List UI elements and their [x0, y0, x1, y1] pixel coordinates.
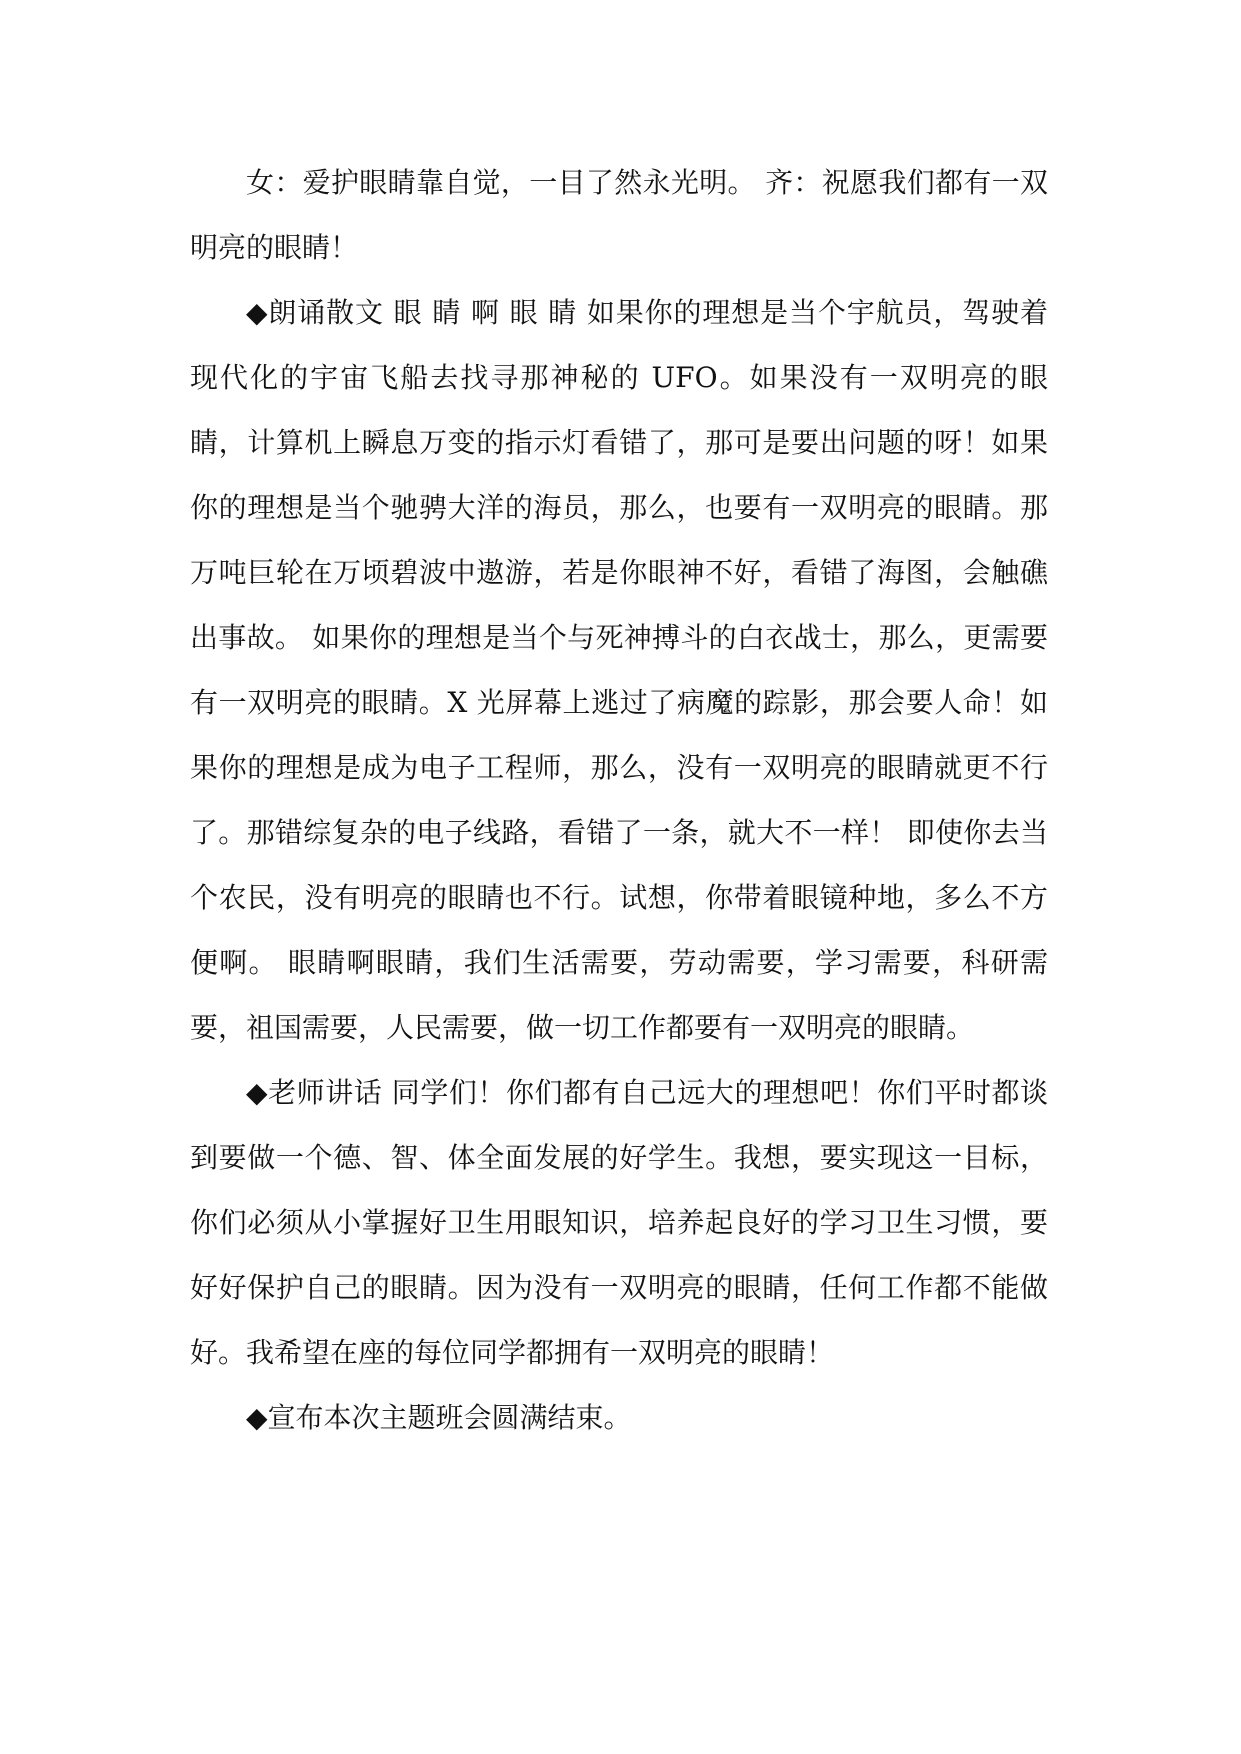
- paragraph-closing-lines: 女：爱护眼睛靠自觉，一目了然永光明。 齐：祝愿我们都有一双明亮的眼睛！: [190, 166, 1048, 264]
- paragraph-conclusion: ◆宣布本次主题班会圆满结束。: [246, 1401, 632, 1434]
- paragraph-teacher-speech: ◆老师讲话 同学们！你们都有自己远大的理想吧！你们平时都谈到要做一个德、智、体全面发展的好学生。我想，要实现这一目标，你们必须从小掌握好卫生用眼知识，培养起良好的学习卫生习惯，要好好保护自己的眼睛。因为没有一双明亮的眼睛，任何工作都不能做好。我希望在座的每位同学都拥有一双明亮的眼睛！: [190, 1076, 1048, 1369]
- document-body: [190, 150, 1048, 1450]
- paragraph-recitation: ◆朗诵散文 眼 睛 啊 眼 睛 如果你的理想是当个宇航员，驾驶着现代化的宇宙飞船去找寻那神秘的 UFO。如果没有一双明亮的眼睛，计算机上瞬息万变的指示灯看错了，那可是要出问题的呀！如果你的理想是当个驰骋大洋的海员，那么，也要有一双明亮的眼睛。那万吨巨轮在万顷碧波中遨游，若是你眼神不好，看错了海图，会触礁出事故。 如果你的理想是当个与死神搏斗的白衣战士，那么，更需要有一双明亮的眼睛。X 光屏幕上逃过了病魔的踪影，那会要人命！如果你的理想是成为电子工程师，那么，没有一双明亮的眼睛就更不行了。那错综复杂的电子线路，看错了一条，就大不一样！ 即使你去当个农民，没有明亮的眼睛也不行。试想，你带着眼镜种地，多么不方便啊。 眼睛啊眼睛，我们生活需要，劳动需要，学习需要，科研需要，祖国需要，人民需要，做一切工作都要有一双明亮的眼睛。: [190, 296, 1048, 1044]
